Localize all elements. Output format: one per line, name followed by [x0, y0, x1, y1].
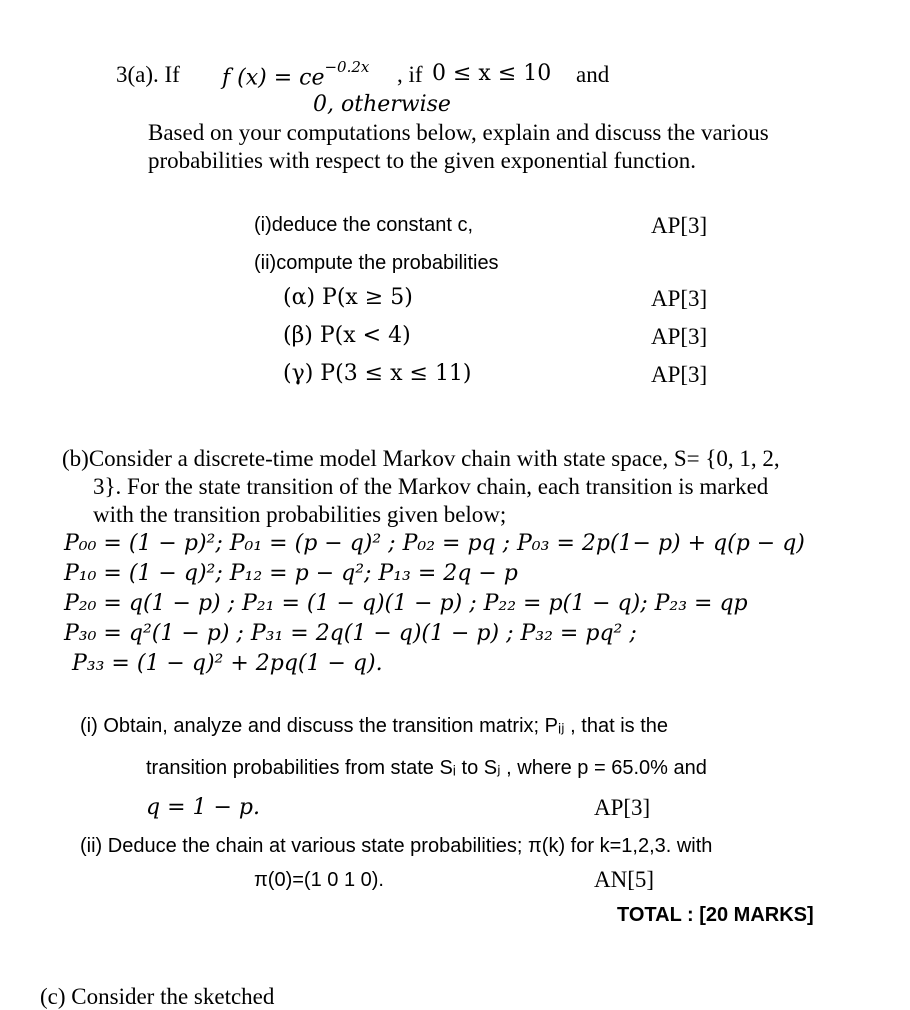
marks-b-ii: AN[5]: [594, 867, 655, 892]
question-a-i: (i)deduce the constant c,: [254, 214, 474, 236]
part-b-intro-line2: 3}. For the state transition of the Markov chain, each transition is marked: [93, 474, 769, 499]
marks-b-i: AP[3]: [594, 795, 651, 820]
question-alpha: (α) P(x ≥ 5): [283, 285, 413, 310]
function-base: f (x) = ce: [222, 65, 325, 91]
part-a-label: 3(a). If: [116, 62, 180, 87]
part-b-intro-line1: (b)Consider a discrete-time model Markov chain with state space, S= {0, 1, 2,: [62, 446, 780, 471]
next-question-partial: [40, 978, 340, 1009]
domain-range: 0 ≤ x ≤ 10: [432, 61, 552, 86]
question-a-ii: (ii)compute the probabilities: [254, 252, 499, 274]
marks-beta: AP[3]: [651, 324, 708, 349]
question-gamma: (γ) P(3 ≤ x ≤ 11): [283, 361, 472, 386]
function-exponent: −0.2x: [324, 58, 370, 76]
part-a-intro-line2: probabilities with respect to the given exponential function.: [148, 148, 697, 173]
question-b-i-line3: q = 1 − p.: [146, 795, 260, 820]
marks-gamma: AP[3]: [651, 362, 708, 387]
part-a-intro-line1: Based on your computations below, explain and discuss the various: [148, 120, 769, 145]
question-beta: (β) P(x < 4): [283, 323, 411, 348]
transition-eq-row1: P₁₀ = (1 − q)²; P₁₂ = p − q²; P₁₃ = 2q − p: [64, 561, 518, 586]
question-b-i-line2: transition probabilities from state Sᵢ to Sⱼ , where p = 65.0% and: [146, 757, 707, 779]
transition-eq-row0: P₀₀ = (1 − p)²; P₀₁ = (p − q)² ; P₀₂ = pq ; P₀₃ = 2p(1− p) + q(p − q): [64, 531, 805, 556]
condition-if: , if: [397, 62, 423, 87]
part-b-intro-line3: with the transition probabilities given below;: [93, 502, 507, 527]
question-b-i-line1: (i) Obtain, analyze and discuss the transition matrix; Pᵢⱼ , that is the: [80, 715, 669, 737]
total-marks: TOTAL : [20 MARKS]: [617, 904, 814, 926]
next-question-partial-text: (c) Consider the sketched: [40, 984, 275, 1009]
and-word: and: [576, 62, 610, 87]
otherwise-case: 0, otherwise: [313, 92, 451, 117]
transition-eq-row3: P₃₀ = q²(1 − p) ; P₃₁ = 2q(1 − q)(1 − p) ; P₃₂ = pq² ;: [64, 621, 637, 646]
function-expression: [222, 58, 370, 91]
marks-a-i: AP[3]: [651, 213, 708, 238]
transition-eq-row2: P₂₀ = q(1 − p) ; P₂₁ = (1 − q)(1 − p) ; P₂₂ = p(1 − q); P₂₃ = qp: [64, 591, 748, 616]
transition-eq-row4: P₃₃ = (1 − q)² + 2pq(1 − q).: [72, 651, 383, 676]
question-b-ii-line1: (ii) Deduce the chain at various state probabilities; π(k) for k=1,2,3. with: [80, 835, 713, 857]
marks-alpha: AP[3]: [651, 286, 708, 311]
question-b-ii-line2: π(0)=(1 0 1 0).: [254, 869, 384, 891]
